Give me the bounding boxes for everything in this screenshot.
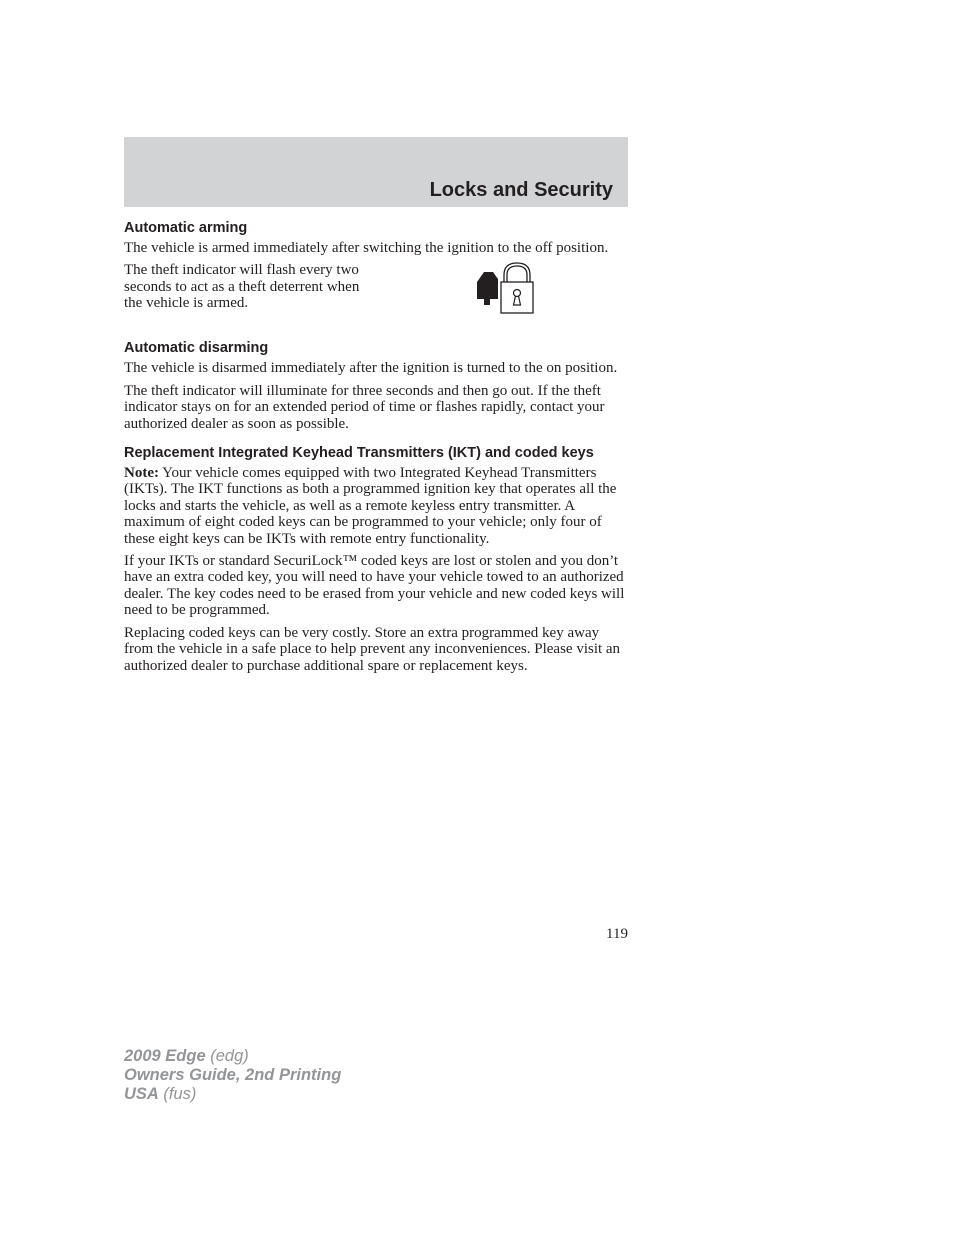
note-paragraph xyxy=(124,465,629,547)
theft-indicator-icon xyxy=(476,262,536,316)
paragraph: The theft indicator will flash every two seconds to act as a theft deterrent when the vehicle is armed. xyxy=(124,262,360,312)
footer-market-code: (fus) xyxy=(158,1085,197,1103)
paragraph: Replacing coded keys can be very costly. Store an extra programmed key away from the vehicle in a safe place to help prevent any inconveniences. Please visit an authorized dealer to purchase additional spare or replacement keys. xyxy=(124,624,621,674)
footer-market: USA xyxy=(124,1085,159,1103)
page-content xyxy=(124,220,629,680)
section-header-band xyxy=(124,137,628,207)
footer-line-3 xyxy=(124,1085,341,1104)
paragraph: The vehicle is armed immediately after switching the ignition to the off position. xyxy=(124,240,609,256)
page-title: Locks and Security xyxy=(429,179,613,201)
heading-automatic-arming: Automatic arming xyxy=(124,220,248,236)
theft-indicator-block xyxy=(124,262,629,324)
footer-model-code: (edg) xyxy=(205,1047,249,1065)
footer-line-2 xyxy=(124,1066,341,1085)
note-label: Note: xyxy=(124,465,159,482)
paragraph: The theft indicator will illuminate for three seconds and then go out. If the theft indicator stays on for an extended period of time or flashes rapidly, contact your authorized dealer as soon as possible. xyxy=(124,382,605,432)
footer-line-1 xyxy=(124,1047,341,1066)
paragraph: If your IKTs or standard SecuriLock™ coded keys are lost or stolen and you don’t have an extra coded key, you will need to have your vehicle towed to an authorized dealer. The key codes need to be erased from your vehicle and new coded keys will need to be programmed. xyxy=(124,553,625,619)
heading-replacement-ikt: Replacement Integrated Keyhead Transmitters (IKT) and coded keys xyxy=(124,445,594,462)
footer-guide: Owners Guide, 2nd Printing xyxy=(124,1066,342,1084)
footer-model: 2009 Edge xyxy=(124,1047,206,1065)
paragraph: The vehicle is disarmed immediately after the ignition is turned to the on position. xyxy=(124,360,618,377)
heading-automatic-disarming: Automatic disarming xyxy=(124,340,269,357)
note-text: Your vehicle comes equipped with two Integrated Keyhead Transmitters (IKTs). The IKT functions as both a programmed ignition key that operates all the locks and starts the vehicle, as well as a remote keyless entry transmitter. A maximum of eight coded keys can be programmed to your vehicle; only four of these eight keys can be IKTs with remote entry functionality. xyxy=(124,465,617,547)
page-number: 119 xyxy=(606,926,628,942)
footer xyxy=(124,1047,341,1104)
